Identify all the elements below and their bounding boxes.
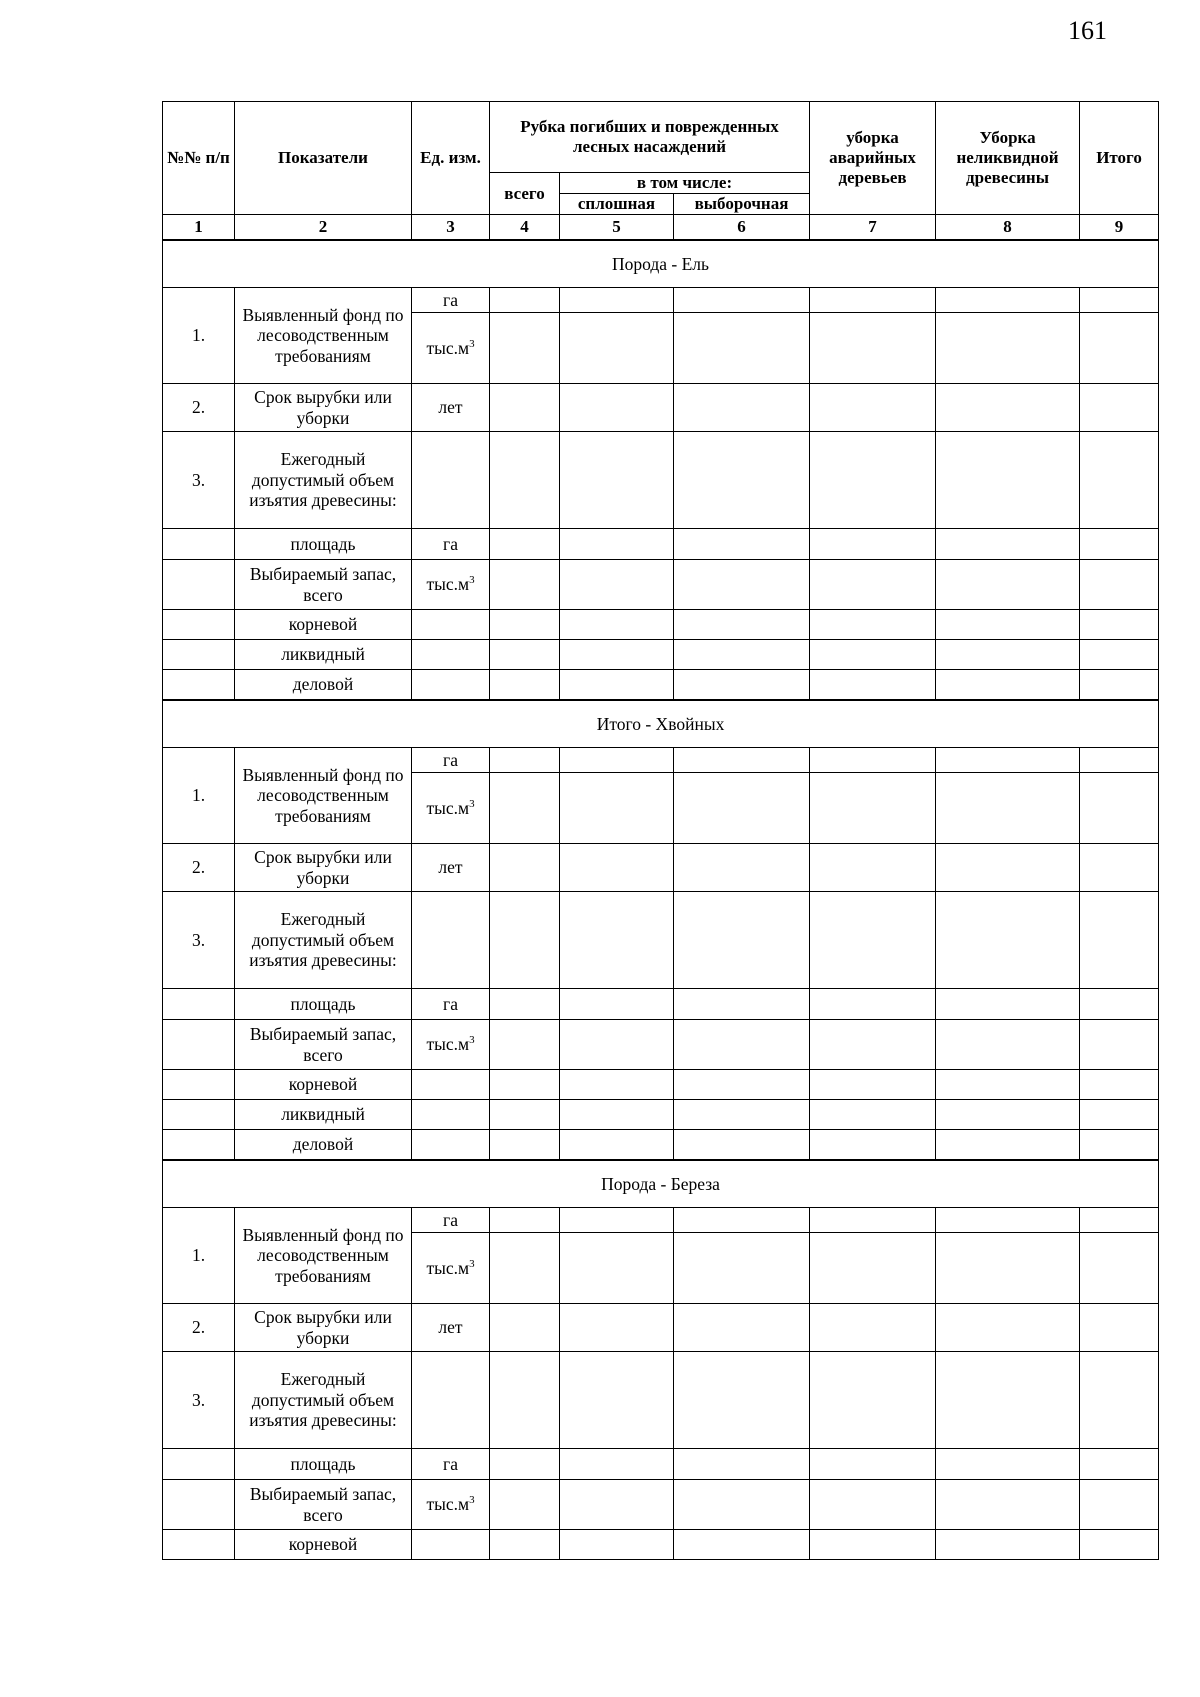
column-number: 1 xyxy=(163,215,235,240)
value-cell xyxy=(936,313,1080,384)
value-cell xyxy=(560,1130,674,1160)
value-cell xyxy=(674,1020,810,1070)
value-cell xyxy=(936,1530,1080,1560)
value-cell xyxy=(490,640,560,670)
value-cell xyxy=(674,1352,810,1449)
unit-superscript: 3 xyxy=(469,1257,475,1270)
value-cell xyxy=(1080,1100,1159,1130)
value-cell xyxy=(936,748,1080,773)
row-number xyxy=(163,1449,235,1480)
value-cell xyxy=(936,432,1080,529)
unit-base: тыс.м xyxy=(426,337,470,358)
value-cell xyxy=(490,748,560,773)
row-label: корневой xyxy=(235,1530,412,1560)
table-row xyxy=(163,844,1159,892)
row-label: Выбираемый запас, всего xyxy=(235,560,412,610)
value-cell xyxy=(674,432,810,529)
value-cell xyxy=(674,640,810,670)
row-unit: га xyxy=(412,1449,490,1480)
value-cell xyxy=(674,529,810,560)
row-label: Выявленный фонд по лесоводственным требованиям xyxy=(235,748,412,844)
row-unit: га xyxy=(412,529,490,560)
value-cell xyxy=(1080,1233,1159,1304)
row-unit xyxy=(412,892,490,989)
row-unit: лет xyxy=(412,1304,490,1352)
row-unit xyxy=(412,1233,490,1304)
header-illiquid: Уборка неликвидной древесины xyxy=(936,102,1080,215)
page-number: 161 xyxy=(1068,16,1107,45)
row-label: ликвидный xyxy=(235,640,412,670)
row-label: корневой xyxy=(235,610,412,640)
row-unit xyxy=(412,1480,490,1530)
header-num: №№ п/п xyxy=(163,102,235,215)
table-row xyxy=(163,384,1159,432)
section-title-row xyxy=(163,240,1159,288)
row-unit xyxy=(412,560,490,610)
value-cell xyxy=(490,1233,560,1304)
section-title-row xyxy=(163,700,1159,748)
value-cell xyxy=(810,892,936,989)
value-cell xyxy=(936,1208,1080,1233)
header-clear: сплошная xyxy=(560,194,674,215)
value-cell xyxy=(810,313,936,384)
row-label: Выбираемый запас, всего xyxy=(235,1480,412,1530)
column-number: 6 xyxy=(674,215,810,240)
value-cell xyxy=(1080,670,1159,700)
value-cell xyxy=(936,1130,1080,1160)
value-cell xyxy=(810,1530,936,1560)
value-cell xyxy=(560,640,674,670)
row-label: Срок вырубки или уборки xyxy=(235,844,412,892)
unit-base: тыс.м xyxy=(426,574,470,595)
value-cell xyxy=(560,1449,674,1480)
unit-text xyxy=(426,574,474,594)
value-cell xyxy=(490,844,560,892)
unit-superscript: 3 xyxy=(469,337,475,350)
table-row xyxy=(163,529,1159,560)
value-cell xyxy=(1080,640,1159,670)
value-cell xyxy=(560,432,674,529)
value-cell xyxy=(674,1233,810,1304)
value-cell xyxy=(560,1304,674,1352)
value-cell xyxy=(490,989,560,1020)
value-cell xyxy=(1080,844,1159,892)
table-row xyxy=(163,892,1159,989)
row-label: Ежегодный допустимый объем изъятия древесины: xyxy=(235,1352,412,1449)
value-cell xyxy=(674,892,810,989)
value-cell xyxy=(1080,748,1159,773)
row-label: Ежегодный допустимый объем изъятия древесины: xyxy=(235,892,412,989)
column-number: 5 xyxy=(560,215,674,240)
value-cell xyxy=(810,1233,936,1304)
row-number xyxy=(163,1020,235,1070)
row-unit xyxy=(412,1020,490,1070)
value-cell xyxy=(936,1100,1080,1130)
value-cell xyxy=(936,892,1080,989)
row-label: Выявленный фонд по лесоводственным требованиям xyxy=(235,1208,412,1304)
table-row xyxy=(163,1449,1159,1480)
value-cell xyxy=(936,1070,1080,1100)
forest-cutting-table xyxy=(162,101,1159,1560)
value-cell xyxy=(560,1208,674,1233)
value-cell xyxy=(1080,288,1159,313)
row-number xyxy=(163,560,235,610)
value-cell xyxy=(560,529,674,560)
row-unit xyxy=(412,1100,490,1130)
value-cell xyxy=(1080,1130,1159,1160)
value-cell xyxy=(1080,1352,1159,1449)
header-itogo: Итого xyxy=(1080,102,1159,215)
table-row xyxy=(163,1100,1159,1130)
value-cell xyxy=(936,560,1080,610)
value-cell xyxy=(1080,313,1159,384)
row-number: 3. xyxy=(163,1352,235,1449)
row-number: 1. xyxy=(163,748,235,844)
table-row xyxy=(163,1352,1159,1449)
unit-text xyxy=(426,1258,474,1278)
unit-text xyxy=(426,338,474,358)
row-label: площадь xyxy=(235,1449,412,1480)
value-cell xyxy=(936,844,1080,892)
value-cell xyxy=(810,560,936,610)
value-cell xyxy=(674,670,810,700)
value-cell xyxy=(1080,384,1159,432)
row-number: 1. xyxy=(163,1208,235,1304)
value-cell xyxy=(1080,989,1159,1020)
value-cell xyxy=(936,288,1080,313)
value-cell xyxy=(1080,1530,1159,1560)
value-cell xyxy=(490,1208,560,1233)
row-unit xyxy=(412,670,490,700)
row-number: 3. xyxy=(163,432,235,529)
row-unit: лет xyxy=(412,384,490,432)
row-number xyxy=(163,670,235,700)
value-cell xyxy=(674,560,810,610)
unit-superscript: 3 xyxy=(469,574,475,587)
value-cell xyxy=(674,1449,810,1480)
table-row xyxy=(163,610,1159,640)
value-cell xyxy=(810,1130,936,1160)
header-cutting-group: Рубка погибших и поврежденных лесных насаждений xyxy=(490,102,810,173)
row-label: ликвидный xyxy=(235,1100,412,1130)
value-cell xyxy=(1080,1449,1159,1480)
row-unit xyxy=(412,773,490,844)
value-cell xyxy=(1080,560,1159,610)
value-cell xyxy=(810,1480,936,1530)
row-number: 2. xyxy=(163,384,235,432)
row-unit xyxy=(412,640,490,670)
header-unit: Ед. изм. xyxy=(412,102,490,215)
value-cell xyxy=(810,989,936,1020)
unit-base: тыс.м xyxy=(426,1034,470,1055)
value-cell xyxy=(490,892,560,989)
table-row xyxy=(163,1480,1159,1530)
value-cell xyxy=(560,892,674,989)
table-row xyxy=(163,670,1159,700)
value-cell xyxy=(674,610,810,640)
value-cell xyxy=(810,1304,936,1352)
value-cell xyxy=(936,989,1080,1020)
value-cell xyxy=(810,773,936,844)
unit-text xyxy=(426,1494,474,1514)
value-cell xyxy=(810,1020,936,1070)
value-cell xyxy=(674,773,810,844)
value-cell xyxy=(560,844,674,892)
value-cell xyxy=(936,1304,1080,1352)
value-cell xyxy=(490,1480,560,1530)
value-cell xyxy=(810,1070,936,1100)
value-cell xyxy=(490,1070,560,1100)
value-cell xyxy=(560,773,674,844)
column-number: 3 xyxy=(412,215,490,240)
value-cell xyxy=(1080,892,1159,989)
table-row xyxy=(163,640,1159,670)
value-cell xyxy=(810,640,936,670)
value-cell xyxy=(936,670,1080,700)
table-row xyxy=(163,1070,1159,1100)
value-cell xyxy=(1080,529,1159,560)
value-cell xyxy=(490,313,560,384)
row-unit xyxy=(412,432,490,529)
value-cell xyxy=(490,529,560,560)
value-cell xyxy=(560,384,674,432)
section-title: Итого - Хвойных xyxy=(163,700,1159,748)
value-cell xyxy=(560,610,674,640)
value-cell xyxy=(560,560,674,610)
row-number xyxy=(163,640,235,670)
value-cell xyxy=(936,610,1080,640)
row-unit: лет xyxy=(412,844,490,892)
row-unit xyxy=(412,313,490,384)
section-title-row xyxy=(163,1160,1159,1208)
header-indicator: Показатели xyxy=(235,102,412,215)
value-cell xyxy=(490,670,560,700)
value-cell xyxy=(490,1352,560,1449)
unit-text xyxy=(426,1034,474,1054)
value-cell xyxy=(1080,1480,1159,1530)
unit-superscript: 3 xyxy=(469,797,475,810)
table-row xyxy=(163,560,1159,610)
value-cell xyxy=(1080,1020,1159,1070)
row-number xyxy=(163,529,235,560)
value-cell xyxy=(490,773,560,844)
value-cell xyxy=(560,313,674,384)
value-cell xyxy=(1080,432,1159,529)
value-cell xyxy=(1080,1304,1159,1352)
value-cell xyxy=(810,844,936,892)
table-body xyxy=(163,240,1159,1560)
value-cell xyxy=(490,560,560,610)
value-cell xyxy=(560,1020,674,1070)
header-selective: выборочная xyxy=(674,194,810,215)
value-cell xyxy=(490,288,560,313)
section-title: Порода - Береза xyxy=(163,1160,1159,1208)
row-unit: га xyxy=(412,989,490,1020)
value-cell xyxy=(936,773,1080,844)
value-cell xyxy=(490,1530,560,1560)
value-cell xyxy=(936,1480,1080,1530)
value-cell xyxy=(674,1480,810,1530)
row-number xyxy=(163,1130,235,1160)
value-cell xyxy=(936,1020,1080,1070)
value-cell xyxy=(674,1304,810,1352)
value-cell xyxy=(560,288,674,313)
value-cell xyxy=(490,384,560,432)
table-row xyxy=(163,748,1159,773)
value-cell xyxy=(810,384,936,432)
value-cell xyxy=(810,529,936,560)
row-number xyxy=(163,1530,235,1560)
row-number: 1. xyxy=(163,288,235,384)
column-number: 2 xyxy=(235,215,412,240)
value-cell xyxy=(936,1233,1080,1304)
value-cell xyxy=(810,432,936,529)
value-cell xyxy=(1080,1070,1159,1100)
row-number xyxy=(163,610,235,640)
row-unit xyxy=(412,1352,490,1449)
value-cell xyxy=(810,1100,936,1130)
row-label: Срок вырубки или уборки xyxy=(235,1304,412,1352)
value-cell xyxy=(674,844,810,892)
value-cell xyxy=(674,313,810,384)
value-cell xyxy=(674,1530,810,1560)
row-unit: га xyxy=(412,288,490,313)
table-row xyxy=(163,432,1159,529)
unit-base: тыс.м xyxy=(426,797,470,818)
value-cell xyxy=(490,1304,560,1352)
value-cell xyxy=(810,288,936,313)
column-numbers-row xyxy=(163,215,1159,240)
table-row xyxy=(163,288,1159,313)
row-unit: га xyxy=(412,748,490,773)
value-cell xyxy=(1080,610,1159,640)
value-cell xyxy=(810,1208,936,1233)
unit-base: тыс.м xyxy=(426,1257,470,1278)
section-title: Порода - Ель xyxy=(163,240,1159,288)
row-label: площадь xyxy=(235,529,412,560)
row-number: 2. xyxy=(163,844,235,892)
value-cell xyxy=(560,1233,674,1304)
value-cell xyxy=(936,640,1080,670)
row-label: деловой xyxy=(235,1130,412,1160)
value-cell xyxy=(560,1530,674,1560)
value-cell xyxy=(490,610,560,640)
value-cell xyxy=(674,1130,810,1160)
column-number: 8 xyxy=(936,215,1080,240)
value-cell xyxy=(674,1070,810,1100)
table-row xyxy=(163,1020,1159,1070)
row-label: Срок вырубки или уборки xyxy=(235,384,412,432)
row-unit xyxy=(412,1530,490,1560)
value-cell xyxy=(560,1480,674,1530)
row-number: 2. xyxy=(163,1304,235,1352)
row-label: корневой xyxy=(235,1070,412,1100)
row-unit: га xyxy=(412,1208,490,1233)
value-cell xyxy=(560,670,674,700)
row-label: деловой xyxy=(235,670,412,700)
header-including: в том числе: xyxy=(560,173,810,194)
row-number xyxy=(163,1100,235,1130)
value-cell xyxy=(490,1100,560,1130)
column-number: 4 xyxy=(490,215,560,240)
column-number: 9 xyxy=(1080,215,1159,240)
value-cell xyxy=(674,1208,810,1233)
header-emergency: уборка аварийных деревьев xyxy=(810,102,936,215)
value-cell xyxy=(560,1070,674,1100)
header-total: всего xyxy=(490,173,560,215)
unit-superscript: 3 xyxy=(469,1494,475,1507)
value-cell xyxy=(810,1449,936,1480)
value-cell xyxy=(674,989,810,1020)
value-cell xyxy=(810,610,936,640)
table-row xyxy=(163,989,1159,1020)
table-row xyxy=(163,1530,1159,1560)
value-cell xyxy=(560,1352,674,1449)
row-unit xyxy=(412,610,490,640)
table-row xyxy=(163,1208,1159,1233)
row-unit xyxy=(412,1070,490,1100)
value-cell xyxy=(560,1100,674,1130)
unit-text xyxy=(426,798,474,818)
value-cell xyxy=(490,432,560,529)
row-label: Выбираемый запас, всего xyxy=(235,1020,412,1070)
row-number xyxy=(163,1480,235,1530)
value-cell xyxy=(936,1352,1080,1449)
unit-base: тыс.м xyxy=(426,1494,470,1515)
value-cell xyxy=(674,384,810,432)
value-cell xyxy=(560,748,674,773)
value-cell xyxy=(936,529,1080,560)
value-cell xyxy=(674,288,810,313)
value-cell xyxy=(674,748,810,773)
value-cell xyxy=(936,384,1080,432)
table-row xyxy=(163,1304,1159,1352)
value-cell xyxy=(936,1449,1080,1480)
value-cell xyxy=(810,670,936,700)
row-unit xyxy=(412,1130,490,1160)
table-row xyxy=(163,1130,1159,1160)
row-label: Выявленный фонд по лесоводственным требованиям xyxy=(235,288,412,384)
value-cell xyxy=(1080,773,1159,844)
value-cell xyxy=(810,1352,936,1449)
value-cell xyxy=(490,1449,560,1480)
value-cell xyxy=(1080,1208,1159,1233)
row-number: 3. xyxy=(163,892,235,989)
column-number: 7 xyxy=(810,215,936,240)
value-cell xyxy=(810,748,936,773)
row-label: площадь xyxy=(235,989,412,1020)
row-number xyxy=(163,989,235,1020)
row-label: Ежегодный допустимый объем изъятия древесины: xyxy=(235,432,412,529)
value-cell xyxy=(490,1130,560,1160)
value-cell xyxy=(490,1020,560,1070)
value-cell xyxy=(674,1100,810,1130)
row-number xyxy=(163,1070,235,1100)
unit-superscript: 3 xyxy=(469,1034,475,1047)
value-cell xyxy=(560,989,674,1020)
